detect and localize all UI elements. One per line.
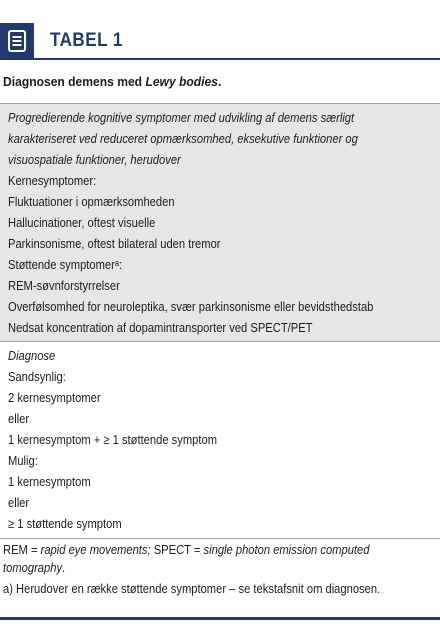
probable-criterion: 1 kernesymptom + ≥ 1 støttende symptom [8,432,218,447]
supportive-symptoms-footnote: a) Herudover en række støttende symptomer – se tekstafsnit om diagnosen. [3,581,381,596]
probable-criterion: eller [8,411,30,426]
core-symptom-item: Parkinsonisme, oftest bilateral uden tremor [8,236,221,251]
abbreviations-footnote-continued: tomography. [3,560,66,575]
table-caption: Diagnosen demens med Lewy bodies. [3,74,222,89]
header-divider [0,58,440,60]
table-bottom-rule [0,538,440,539]
criteria-intro-line: karakteriseret ved reduceret opmærksomhed, eksekutive funktioner og [8,131,358,146]
possible-criterion: ≥ 1 støttende symptom [8,516,122,531]
possible-criterion: 1 kernesymptom [8,474,91,489]
supportive-symptom-item: Overfølsomhed for neuroleptika, svær parkinsonisme eller bevidsthedstab [8,299,374,314]
criteria-table [0,103,440,539]
table-header [0,0,440,64]
core-symptoms-heading: Kernesymptomer: [8,173,97,188]
table-title: TABEL 1 [50,30,123,51]
supportive-symptoms-heading: Støttende symptomerᵃ: [8,257,123,272]
possible-label: Mulig: [8,453,38,468]
bottom-rule [0,617,440,620]
diagnosis-heading: Diagnose [8,348,56,363]
core-symptom-item: Hallucinationer, oftest visuelle [8,215,156,230]
core-symptom-item: Fluktuationer i opmærksomheden [8,194,175,209]
probable-label: Sandsynlig: [8,369,66,384]
possible-criterion: eller [8,495,30,510]
probable-criterion: 2 kernesymptomer [8,390,101,405]
abbreviations-footnote: REM = rapid eye movements; SPECT = single photon emission computed [3,542,370,557]
supportive-symptom-item: Nedsat koncentration af dopamintransporter ved SPECT/PET [8,320,313,335]
section-divider [0,341,440,342]
supportive-symptom-item: REM-søvnforstyrrelser [8,278,120,293]
document-list-icon [0,23,34,59]
criteria-intro-line: visuospatiale funktioner, herudover [8,152,181,167]
criteria-intro-line: Progredierende kognitive symptomer med udvikling af demens særligt [8,110,355,125]
